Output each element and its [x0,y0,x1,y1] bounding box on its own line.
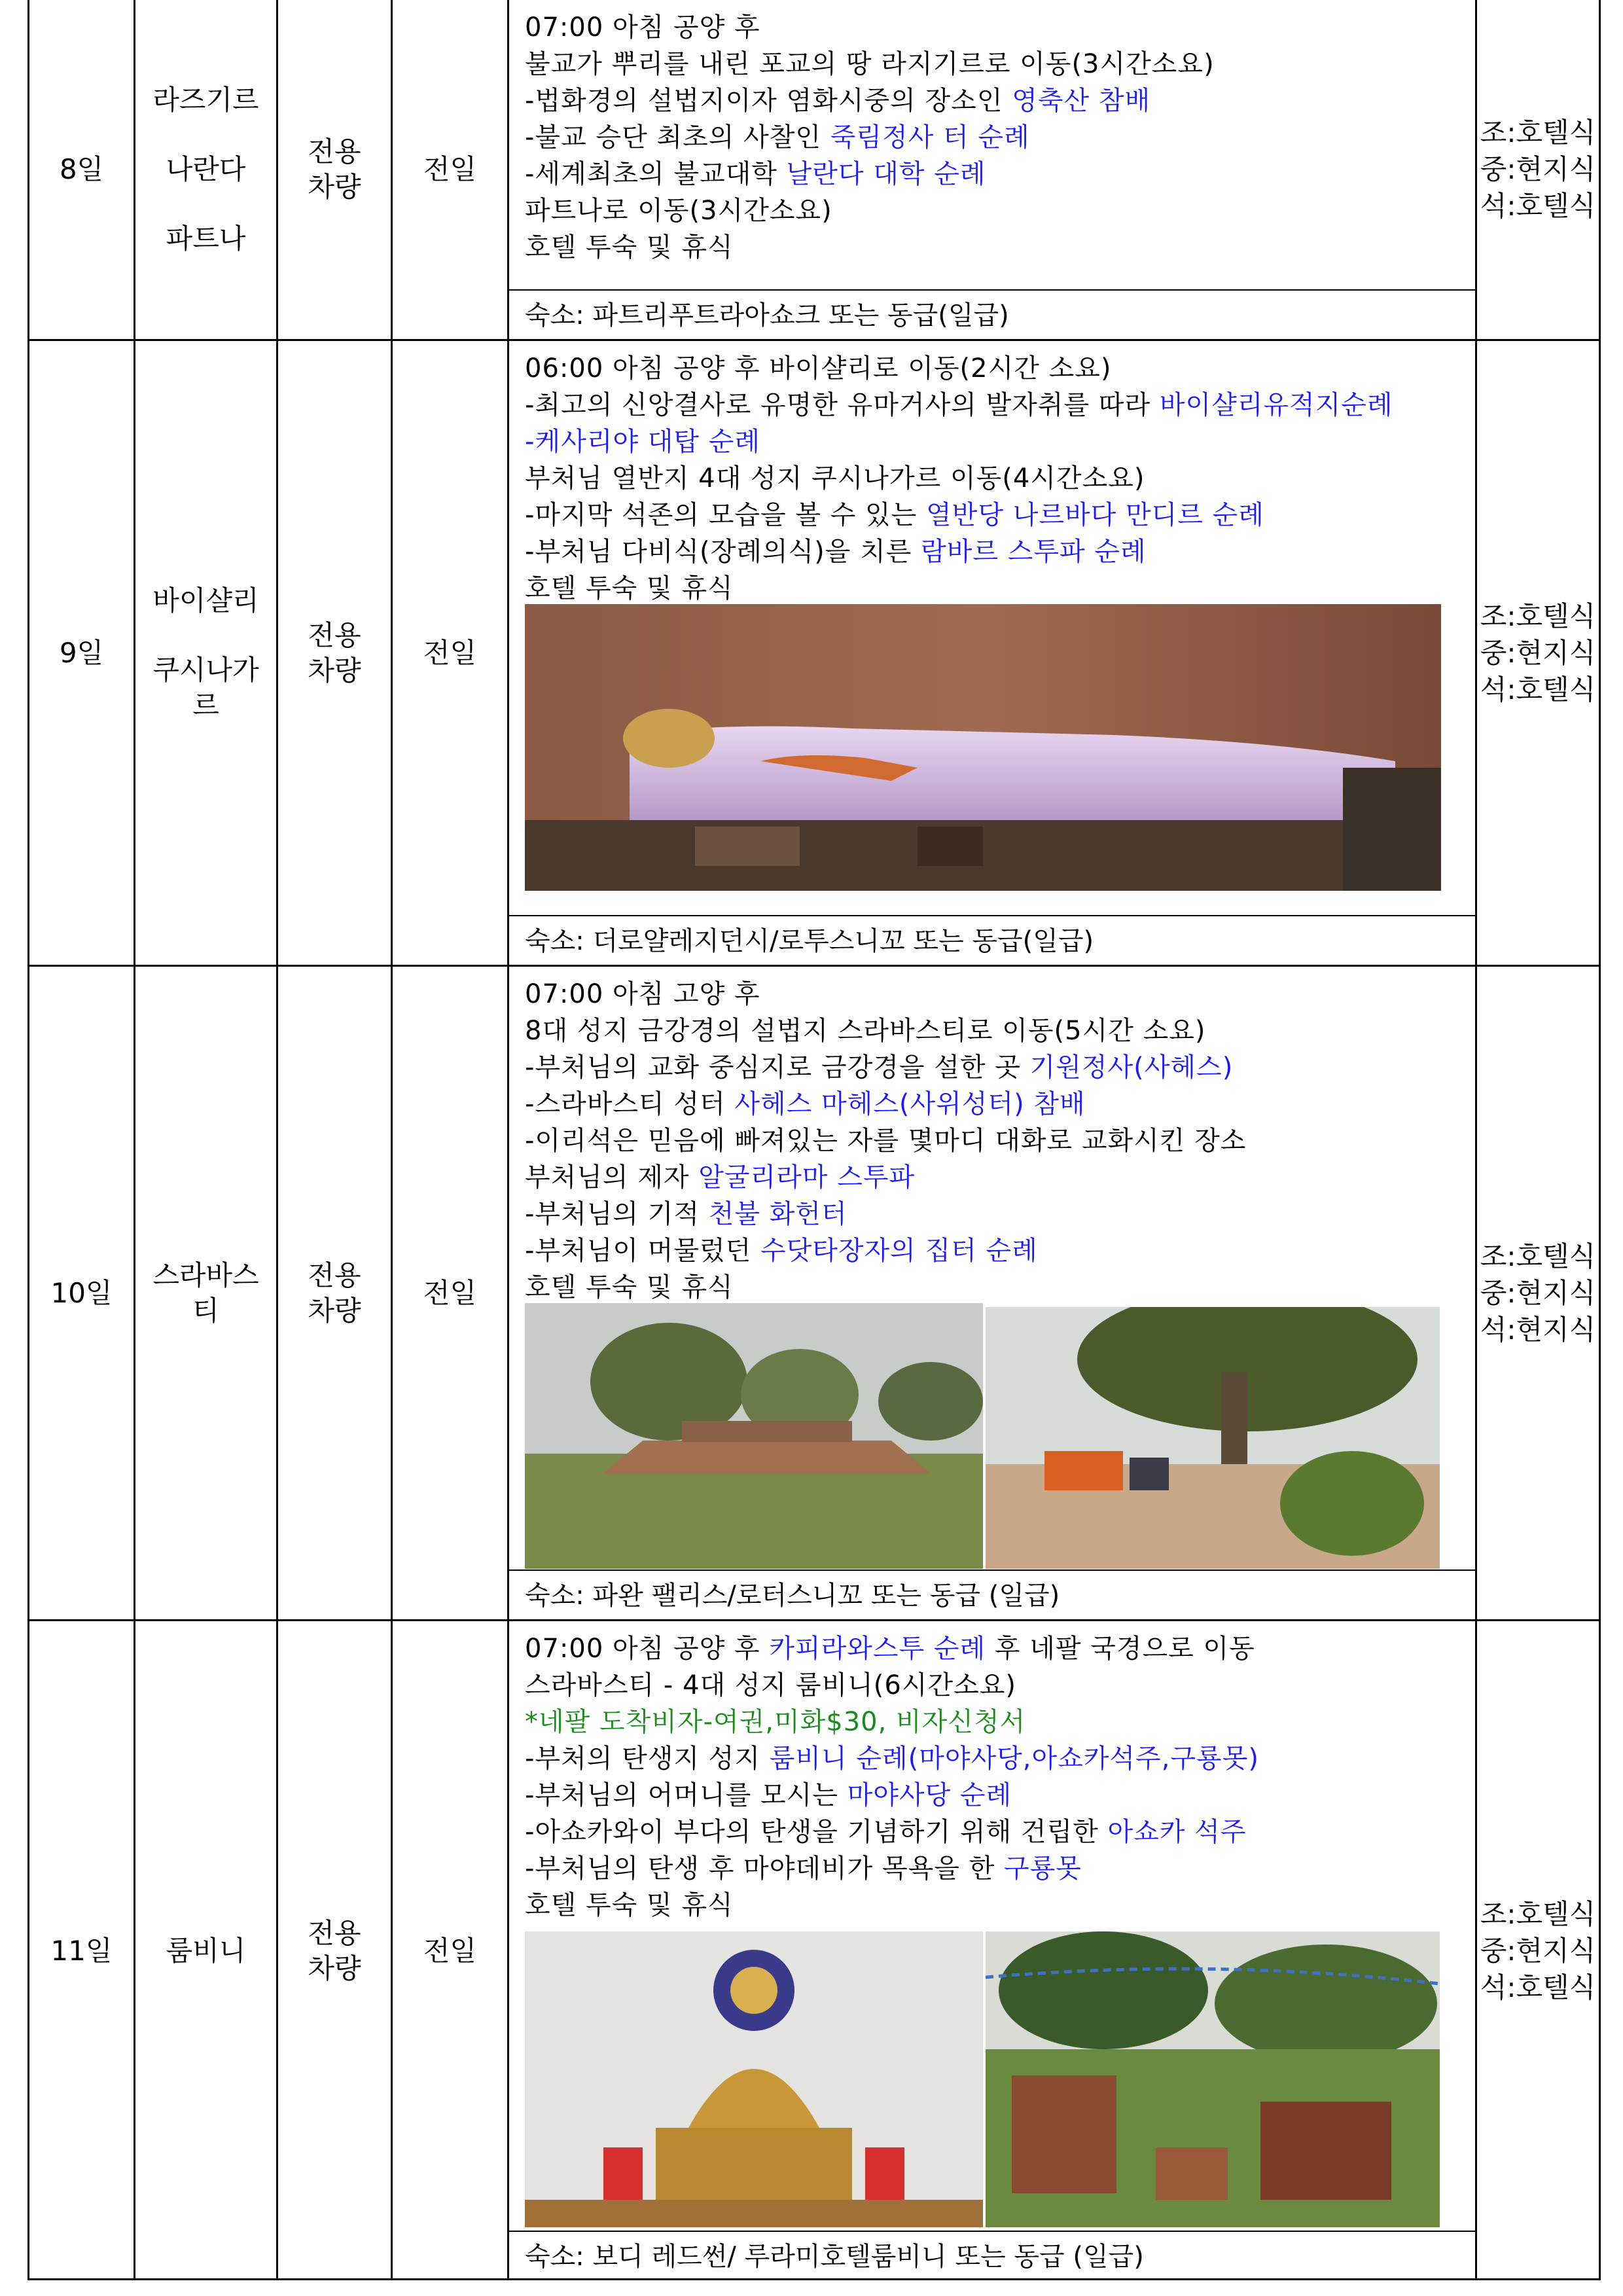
schedule-line [525,1667,1475,1704]
day-label: 10일 [50,1276,113,1309]
schedule-text-segment: -부처님의 어머니를 모시는 [525,1780,847,1810]
schedule-line [525,1887,1475,1924]
schedule-line [525,1086,1475,1122]
schedule-text-segment: 호텔 투숙 및 휴식 [525,1890,734,1920]
schedule-line [525,1159,1475,1196]
place-name: 룸비니 [166,1934,246,1967]
place-cell [135,967,278,1619]
meal-lunch: 중:현지식 [1480,636,1596,669]
schedule-line [525,1269,1475,1306]
schedule-line [525,1740,1475,1777]
schedule-text-segment: -부처님이 머물렀던 [525,1236,760,1266]
schedule-text-segment: -부처님의 기적 [525,1199,709,1229]
schedule-text-segment: -불교 승단 최초의 사찰인 [525,122,830,152]
day-label: 11일 [50,1934,113,1967]
schedule-text-segment: -아쇼카와이 부다의 탄생을 기념하기 위해 건립한 [525,1817,1108,1847]
highlight-text: 카피라와스투 순례 [769,1634,986,1664]
day-label: 8일 [59,153,104,185]
schedule-text-segment: -법화경의 설법지이자 염화시중의 장소인 [525,86,1012,116]
schedule-line [525,46,1475,82]
time-label: 전일 [423,1934,477,1967]
schedule-text [509,341,1475,607]
schedule-line [525,82,1475,119]
schedule-text-segment: -부처님 다비식(장례의식)을 치른 [525,537,921,567]
schedule-text-segment: 06:00 아침 공양 후 바이샬리로 이동(2시간 소요) [525,353,1112,384]
meal-lunch: 중:현지식 [1480,1934,1596,1967]
meal-cell [1477,0,1599,339]
schedule-text-segment: 호텔 투숙 및 휴식 [525,573,734,603]
schedule-line [525,387,1475,423]
schedule-text-segment: -마지막 석존의 모습을 볼 수 있는 [525,500,927,530]
meal-dinner: 석:호텔식 [1480,190,1596,222]
highlight-text: 천불 화헌터 [708,1199,847,1229]
schedule-cell [509,341,1477,965]
reclining-buddha-photo [525,604,1441,891]
time-cell [393,0,509,339]
meal-breakfast: 조:호텔식 [1480,1897,1596,1930]
day-row-9 [29,339,1599,965]
schedule-text-segment: -부처의 탄생지 성지 [525,1744,770,1774]
transport-label: 차량 [308,654,361,687]
transport-label: 전용 [308,619,361,651]
schedule-line [525,1630,1475,1667]
place-name: 나란다 [166,153,246,185]
highlight-text: 람바르 스투파 순례 [921,537,1147,567]
time-cell [393,1621,509,2280]
highlight-text: *네팔 도착비자-여권,미화$30, 비자신청서 [525,1707,1026,1737]
highlight-text: 바이샬리유적지순례 [1159,390,1393,420]
transport-label: 차량 [308,1294,361,1327]
schedule-text-segment: 부처님의 제자 [525,1162,699,1193]
schedule-text-segment: 07:00 아침 고양 후 [525,979,760,1009]
transport-cell [278,341,393,965]
schedule-text-segment: 불교가 뿌리를 내린 포교의 땅 라지기르로 이동(3시간소요) [525,49,1215,79]
schedule-cell [509,0,1477,339]
place-cell [135,1621,278,2280]
highlight-text: 영축산 참배 [1012,86,1151,116]
highlight-text: 구룡못 [1003,1854,1082,1884]
schedule-text-segment: 부처님 열반지 4대 성지 쿠시나가르 이동(4시간소요) [525,463,1145,493]
meal-breakfast: 조:호텔식 [1480,117,1596,149]
schedule-text [509,0,1475,266]
meal-cell [1477,967,1599,1619]
schedule-line [525,1013,1475,1049]
highlight-text: 마야사당 순례 [847,1780,1012,1810]
schedule-line [525,229,1475,266]
schedule-line [525,460,1475,497]
place-name: 바이샬리 [152,584,259,617]
meal-breakfast: 조:호텔식 [1480,600,1596,632]
transport-cell [278,967,393,1619]
time-label: 전일 [423,1276,477,1309]
day-cell [29,341,135,965]
time-cell [393,967,509,1619]
schedule-text-segment: 07:00 아침 공양 후 [525,1634,770,1664]
schedule-line [525,497,1475,533]
place-cell [135,0,278,339]
schedule-text-segment: -세계최초의 불교대학 [525,159,787,189]
time-label: 전일 [423,636,477,669]
schedule-line [525,192,1475,229]
highlight-text: 아쇼카 석주 [1107,1817,1247,1847]
meal-breakfast: 조:호텔식 [1480,1240,1596,1272]
schedule-text-segment: 후 네팔 국경으로 이동 [986,1634,1255,1664]
highlight-text: 알굴리라마 스투파 [698,1162,916,1193]
schedule-line [525,156,1475,192]
schedule-text-segment: -부처님의 교화 중심지로 금강경을 설한 곳 [525,1052,1030,1083]
schedule-text-segment: 호텔 투숙 및 휴식 [525,232,734,262]
itinerary-table [27,0,1601,2280]
schedule-line [525,1232,1475,1269]
schedule-line [525,119,1475,156]
schedule-line [525,423,1475,460]
golden-buddha-photo [525,1931,983,2227]
transport-label: 전용 [308,135,361,168]
schedule-text-segment: -부처님의 탄생 후 마야데비가 목욕을 한 [525,1854,1004,1884]
schedule-text-segment: 8대 성지 금강경의 설법지 스라바스티로 이동(5시간 소요) [525,1016,1206,1046]
schedule-line [525,9,1475,46]
transport-cell [278,0,393,339]
highlight-text: 사헤스 마헤스(사위성터) 참배 [734,1089,1086,1119]
schedule-line [525,350,1475,387]
place-name: 쿠시나가 르 [152,653,259,721]
transport-label: 전용 [308,1916,361,1949]
time-cell [393,341,509,965]
day-row-8 [29,0,1599,339]
lodging-info: 숙소: 파완 팰리스/로터스니꼬 또는 동급 (일급) [509,1570,1475,1619]
schedule-cell [509,967,1477,1619]
highlight-text: 날란다 대학 순례 [786,159,986,189]
day-cell [29,0,135,339]
lodging-info: 숙소: 더로얄레지던시/로투스니꼬 또는 동급(일급) [509,915,1475,965]
schedule-text-segment: -스라바스티 성터 [525,1089,735,1119]
schedule-line [525,570,1475,607]
place-name: 파트나 [166,223,246,255]
schedule-text-segment: 호텔 투숙 및 휴식 [525,1272,734,1302]
highlight-text: 수닷타장자의 집터 순례 [760,1236,1038,1266]
highlight-text: 기원정사(사헤스) [1029,1052,1234,1083]
meal-dinner: 석:현지식 [1480,1313,1596,1346]
time-label: 전일 [423,153,477,185]
schedule-text-segment: -최고의 신앙결사로 유명한 유마거사의 발자취를 따라 [525,390,1160,420]
lumbini-ruins-photo [986,1931,1440,2227]
schedule-cell [509,1621,1477,2280]
highlight-text: -케사리야 대탑 순례 [525,427,760,457]
schedule-line [525,976,1475,1013]
transport-label: 차량 [308,171,361,203]
meal-lunch: 중:현지식 [1480,153,1596,185]
schedule-line [525,1814,1475,1850]
transport-label: 전용 [308,1259,361,1291]
schedule-text-segment: 07:00 아침 공양 후 [525,12,760,43]
lodging-info: 숙소: 보디 레드썬/ 루라미호텔룸비니 또는 동급 (일급) [509,2231,1475,2280]
stupa-ruins-photo [525,1303,983,1569]
schedule-text-segment: -이리석은 믿음에 빠져있는 자를 몇마디 대화로 교화시킨 장소 [525,1126,1247,1156]
schedule-line [525,1850,1475,1887]
meal-lunch: 중:현지식 [1480,1276,1596,1309]
transport-cell [278,1621,393,2280]
pilgrims-tree-photo [986,1307,1440,1569]
schedule-line [525,1777,1475,1814]
day-cell [29,1621,135,2280]
schedule-text-segment: 스라바스티 - 4대 성지 룸비니(6시간소요) [525,1670,1017,1700]
place-cell [135,341,278,965]
schedule-text [509,1621,1475,1924]
meal-cell [1477,341,1599,965]
highlight-text: 룸비니 순례(마야사당,아쇼카석주,구룡못) [769,1744,1259,1774]
place-name: 스라바스 티 [152,1259,259,1327]
transport-label: 차량 [308,1952,361,1984]
day-row-11 [29,1619,1599,2280]
meal-dinner: 석:호텔식 [1480,1971,1596,2003]
schedule-line [525,1196,1475,1232]
schedule-line [525,533,1475,570]
day-label: 9일 [59,636,104,669]
day-cell [29,967,135,1619]
schedule-text [509,967,1475,1306]
schedule-text-segment: 파트나로 이동(3시간소요) [525,196,832,226]
day-row-10 [29,965,1599,1619]
highlight-text: 죽림정사 터 순례 [830,122,1030,152]
schedule-line [525,1049,1475,1086]
lodging-info: 숙소: 파트리푸트라아쇼크 또는 동급(일급) [509,289,1475,339]
meal-dinner: 석:호텔식 [1480,673,1596,706]
schedule-line [525,1122,1475,1159]
highlight-text: 열반당 나르바다 만디르 순례 [926,500,1264,530]
schedule-line [525,1704,1475,1740]
meal-cell [1477,1621,1599,2280]
place-name: 라즈기르 [152,84,259,116]
